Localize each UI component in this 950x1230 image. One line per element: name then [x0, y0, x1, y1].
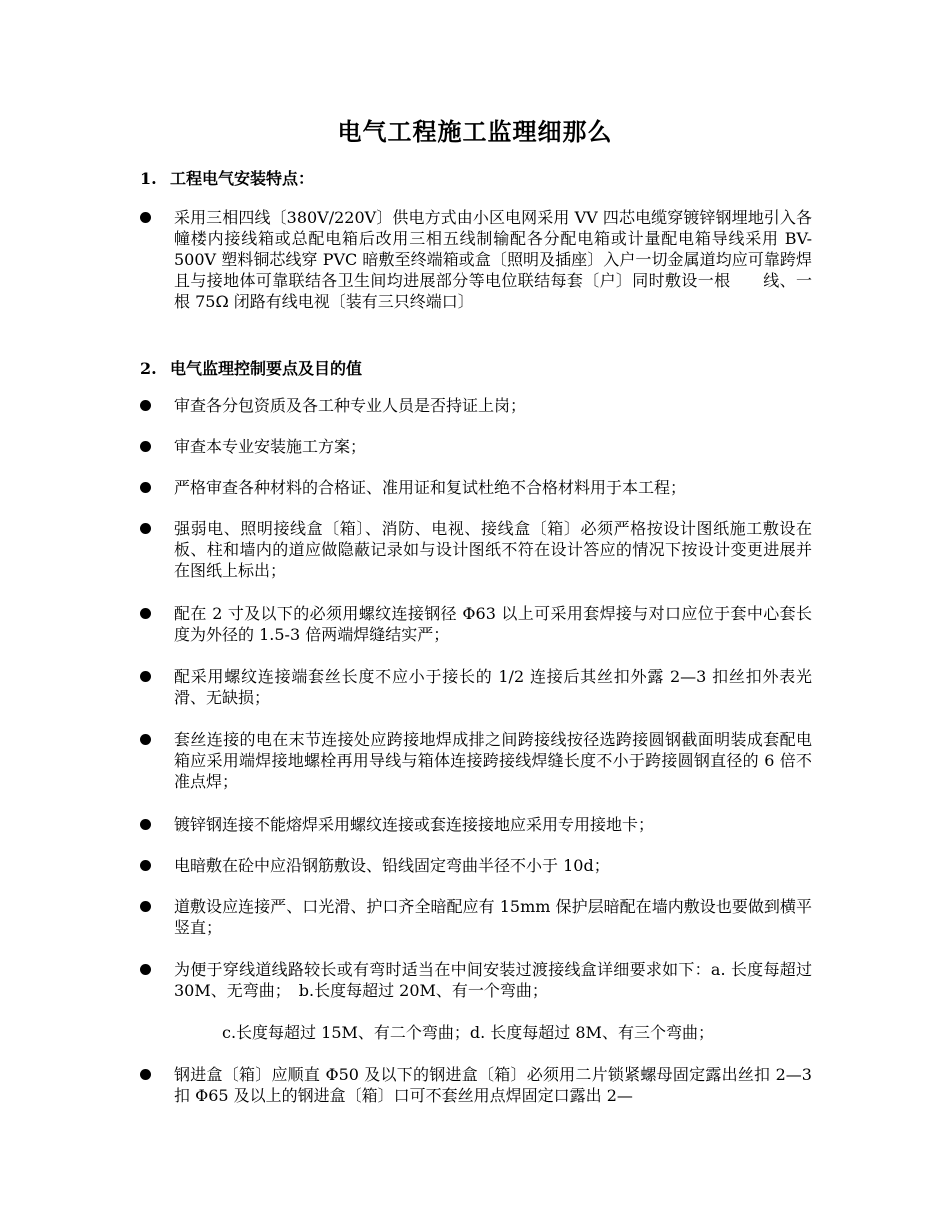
- bullet-icon: [140, 964, 151, 975]
- bullet-icon: [140, 734, 151, 745]
- list-item: [140, 207, 812, 312]
- bullet-icon: [140, 901, 151, 912]
- list-item-text: 采用三相四线〔380V/220V〕供电方式由小区电网采用 VV 四芯电缆穿镀锌钢埋地引入各幢楼内接线箱或总配电箱后改用三相五线制输配各分配电箱或计量配电箱导线采用 BV-500V 塑料铜芯线穿 PVC 暗敷至终端箱或盒〔照明及插座〕入户一切金属道均应可靠跨焊且与接地体可靠联结各卫生间均进展部分等电位联结每套〔户〕同时敷设一根 线、一根 75Ω 闭路有线电视〔装有三只终端口〕: [174, 208, 812, 311]
- section-1-number: 1.: [140, 169, 157, 188]
- bullet-icon: [140, 441, 151, 452]
- section-1-heading: [140, 166, 314, 189]
- bullet-icon: [140, 860, 151, 871]
- bullet-icon: [140, 523, 151, 534]
- list-item-text: 强弱电、照明接线盒〔箱〕、消防、电视、接线盒〔箱〕必须严格按设计图纸施工敷设在板、柱和墙内的道应做隐蔽记录如与设计图纸不符在设计答应的情况下按设计变更进展并在图纸上标出；: [174, 519, 812, 580]
- list-item: [140, 395, 812, 416]
- section-1-title: 工程电气安装特点：: [170, 169, 315, 188]
- list-item: [140, 1064, 812, 1106]
- bullet-icon: [140, 212, 151, 223]
- bullet-icon: [140, 819, 151, 830]
- list-item: [140, 518, 812, 581]
- list-item-text: 审查本专业安装施工方案；: [174, 437, 367, 456]
- list-item: [140, 666, 812, 708]
- list-item: [140, 436, 812, 457]
- bullet-icon: [140, 608, 151, 619]
- list-item: [140, 959, 812, 1001]
- list-item-text: 道敷设应连接严、口光滑、护口齐全暗配应有 15mm 保护层暗配在墙内敷设也要做到横平竖直；: [174, 897, 812, 937]
- list-item-text: 套丝连接的电在末节连接处应跨接地焊成排之间跨接线按径选跨接圆钢截面明装成套配电箱应采用端焊接地螺栓再用导线与箱体连接跨接线焊缝长度不小于跨接圆钢直径的 6 倍不准点焊；: [174, 730, 812, 791]
- list-item-text: 配在 2 寸及以下的必须用螺纹连接钢径 Φ63 以上可采用套焊接与对口应位于套中心套长度为外径的 1.5-3 倍两端焊缝结实严；: [174, 604, 812, 644]
- list-item-text: 配采用螺纹连接端套丝长度不应小于接长的 1/2 连接后其丝扣外露 2—3 扣丝扣外表光滑、无缺损；: [174, 667, 812, 707]
- section-2-number: 2.: [140, 359, 157, 378]
- bullet-icon: [140, 1069, 151, 1080]
- list-item-text: 为便于穿线道线路较长或有弯时适当在中间安装过渡接线盒详细要求如下：a. 长度每超过 30M、无弯曲； b.长度每超过 20M、有一个弯曲；: [174, 960, 812, 1000]
- section-2-title: 电气监理控制要点及目的值: [170, 359, 363, 378]
- list-item: [140, 603, 812, 645]
- list-item: [140, 855, 812, 876]
- list-item-text: 电暗敷在砼中应沿钢筋敷设、铅线固定弯曲半径不小于 10d；: [174, 856, 610, 875]
- bullet-icon: [140, 671, 151, 682]
- bullet-icon: [140, 400, 151, 411]
- list-item-text: 钢进盒〔箱〕应顺直 Φ50 及以下的钢进盒〔箱〕必须用二片锁紧螺母固定露出丝扣 2—3 扣 Φ65 及以上的钢进盒〔箱〕口可不套丝用点焊固定口露出 2—: [174, 1065, 812, 1105]
- list-item-text: 镀锌钢连接不能熔焊采用螺纹连接或套连接接地应采用专用接地卡；: [174, 815, 655, 834]
- document-title: 电气工程施工监理细那么: [337, 117, 613, 146]
- list-item: [140, 477, 812, 498]
- bullet-icon: [140, 482, 151, 493]
- list-item: [140, 896, 812, 938]
- list-item: [140, 729, 812, 792]
- list-item-text: 审查各分包资质及各工种专业人员是否持证上岗；: [174, 396, 527, 415]
- section-2-heading: [140, 356, 362, 379]
- list-item-text: 严格审查各种材料的合格证、准用证和复试杜绝不合格材料用于本工程；: [174, 478, 687, 497]
- list-item: [140, 814, 812, 835]
- continuation-line: c.长度每超过 15M、有二个弯曲；d. 长度每超过 8M、有三个弯曲；: [222, 1023, 714, 1042]
